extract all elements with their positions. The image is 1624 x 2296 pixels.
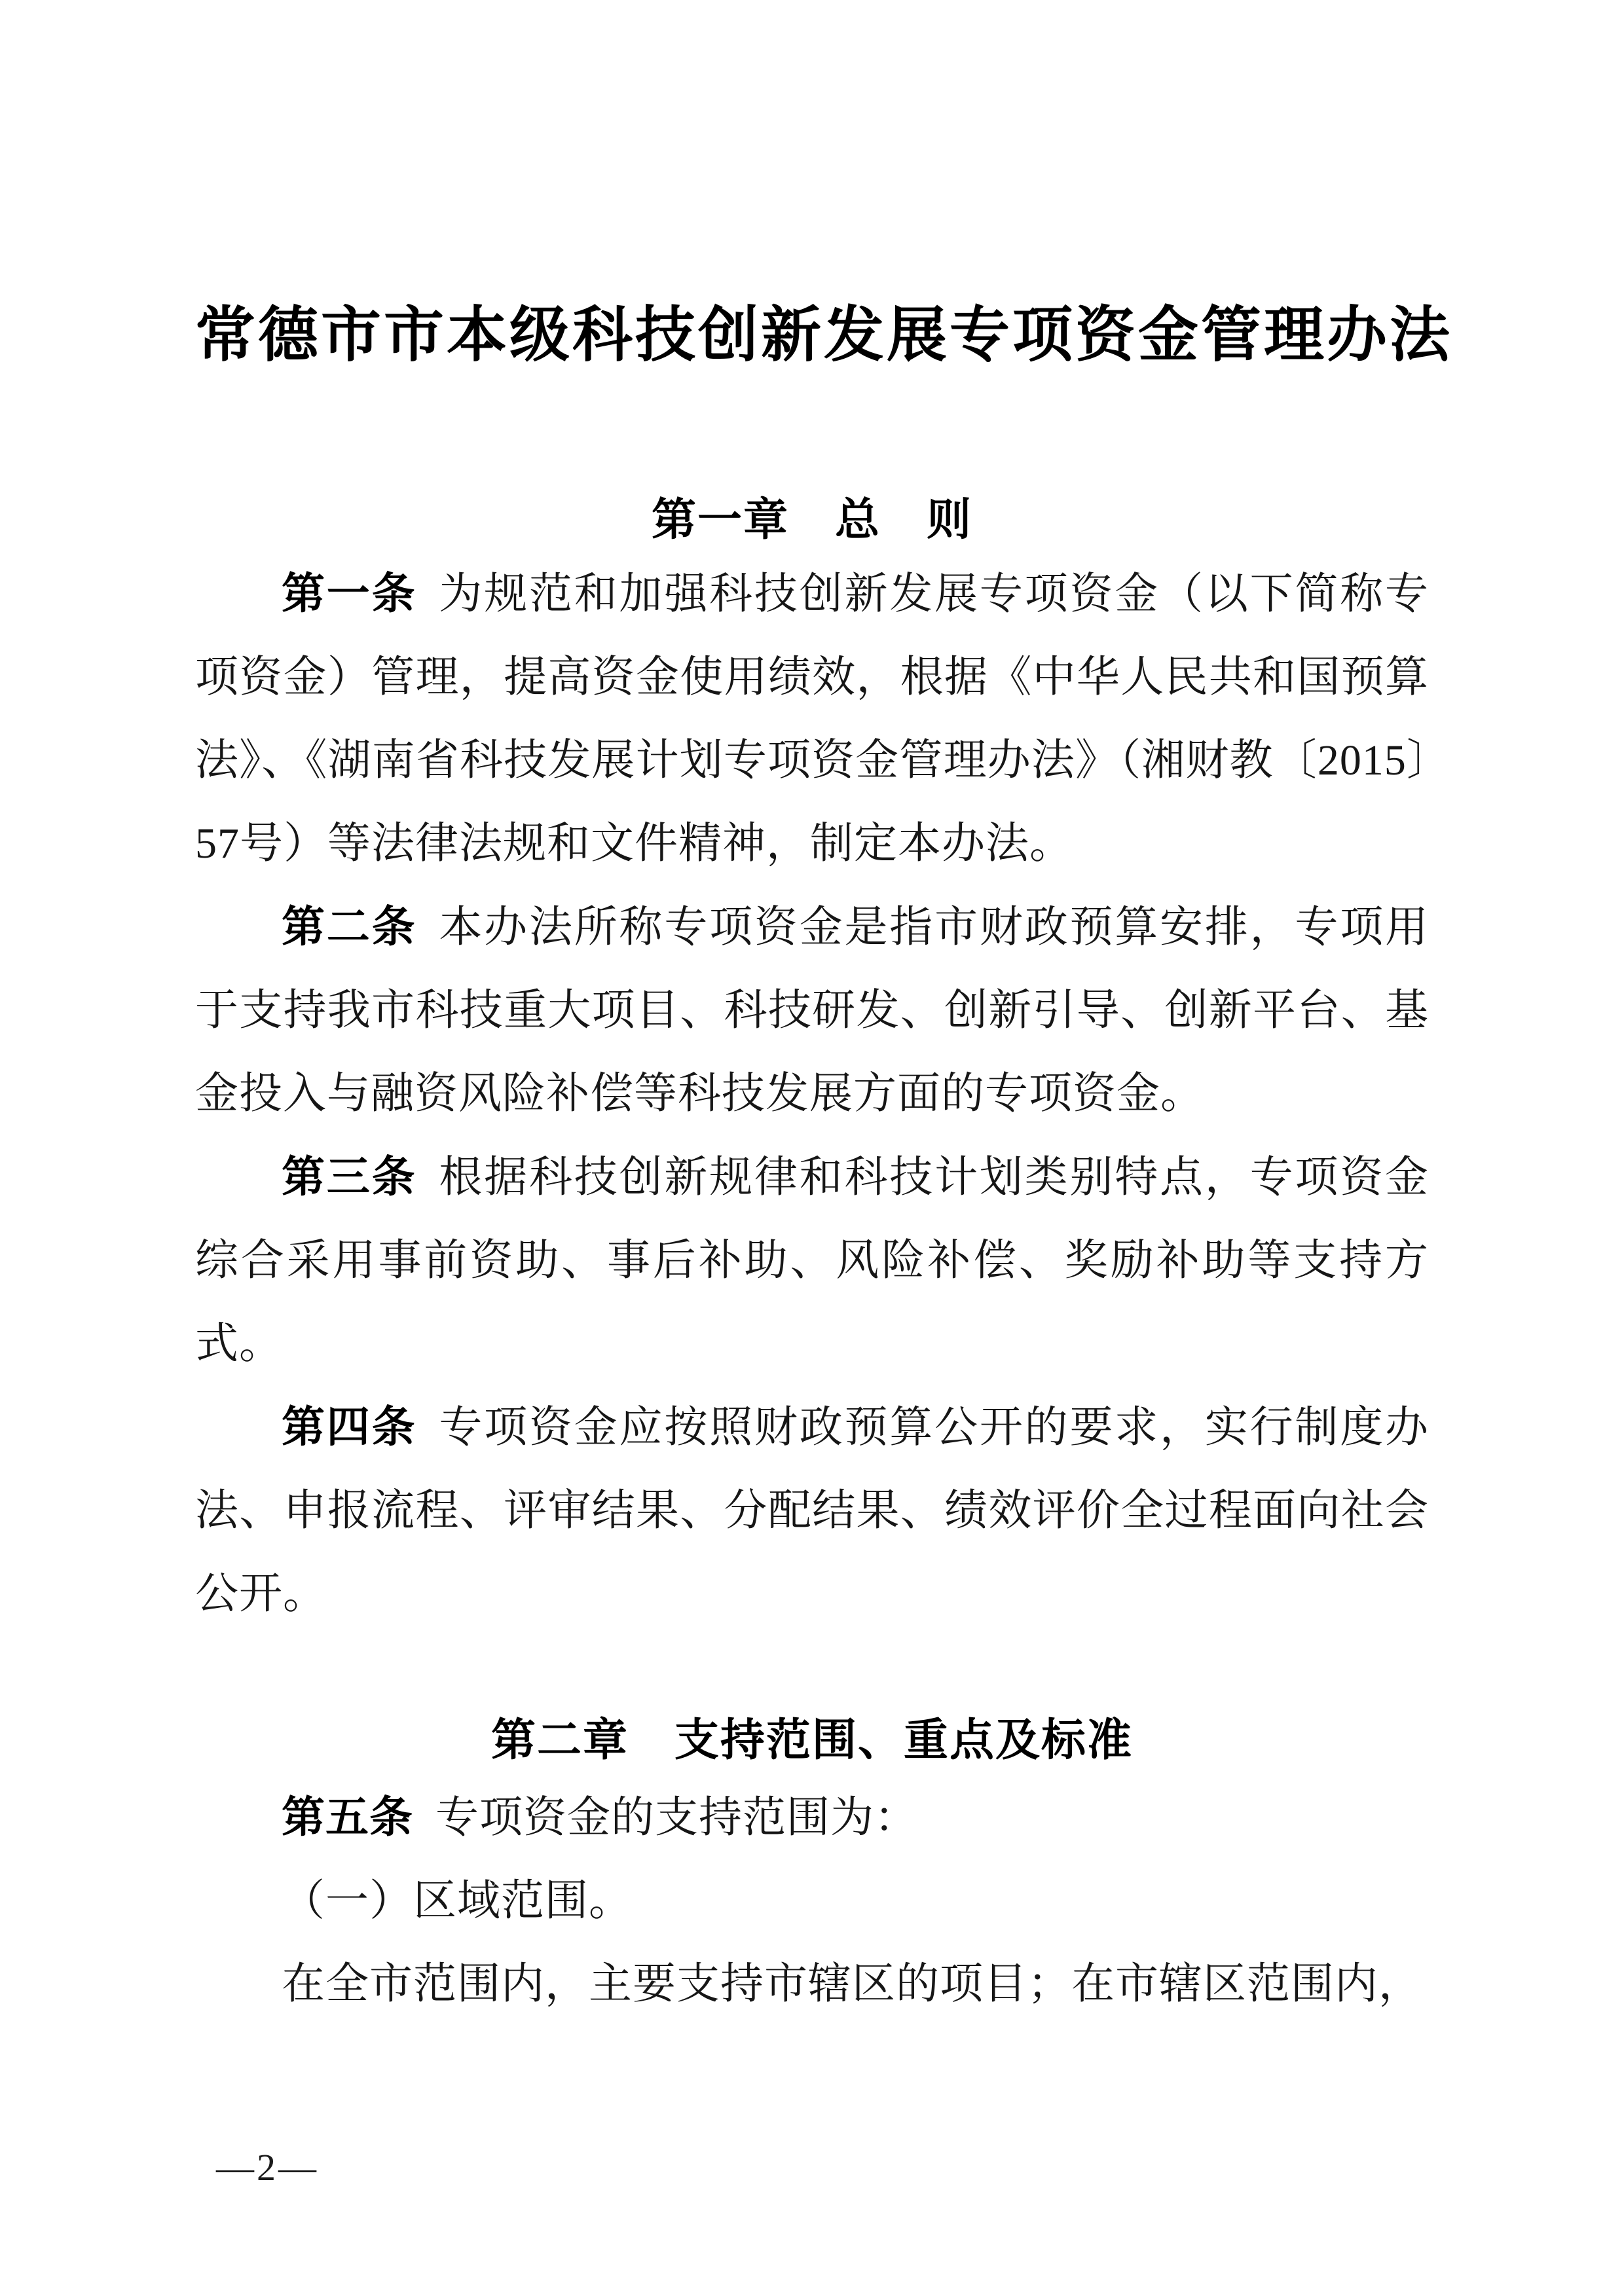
article-5 — [195, 1776, 1429, 1859]
page-number: —2— — [216, 2146, 319, 2189]
document-content — [195, 0, 1453, 2026]
article-4 — [195, 1385, 1429, 1635]
chapter-2-heading: 第二章 支持范围、重点及标准 — [490, 1715, 1133, 1766]
chapter-1-articles — [195, 552, 1429, 1635]
article-2-label: 第二条 — [282, 902, 417, 951]
article-5-label: 第五条 — [282, 1792, 413, 1841]
chapter-2-articles — [195, 1776, 1429, 2026]
article-5-text: 专项资金的支持范围为： — [435, 1793, 918, 1842]
article-5-item-1-body — [195, 1942, 1429, 2026]
document-title: 常德市市本级科技创新发展专项资金管理办法 — [195, 302, 1453, 369]
article-5-item-1 — [195, 1859, 1429, 1942]
article-5-item-1-text: （一）区域范围。 — [282, 1876, 633, 1925]
article-3 — [195, 1135, 1429, 1385]
article-3-text: 根据科技创新规律和科技计划类别特点，专项资金综合采用事前资助、事后补助、风险补偿、奖励补助等支持方式。 — [195, 1154, 1429, 1368]
article-1-label: 第一条 — [282, 569, 417, 618]
article-4-text: 专项资金应按照财政预算公开的要求，实行制度办法、申报流程、评审结果、分配结果、绩效评价全过程面向社会公开。 — [195, 1404, 1429, 1618]
article-4-label: 第四条 — [282, 1402, 417, 1451]
article-5-item-1-body-text: 在全市范围内，主要支持市辖区的项目；在市辖区范围内， — [282, 1959, 1422, 2008]
article-1 — [195, 552, 1429, 885]
article-3-label: 第三条 — [282, 1152, 417, 1201]
article-1-text: 为规范和加强科技创新发展专项资金（以下简称专项资金）管理，提高资金使用绩效，根据《中华人民共和国预算法》、《湖南省科技发展计划专项资金管理办法》（湘财教〔2015〕57号）等法律法规和文件精神，制定本办法。 — [195, 570, 1429, 868]
chapter-1-heading: 第一章 总 则 — [651, 494, 972, 545]
article-2 — [195, 885, 1429, 1135]
article-2-text: 本办法所称专项资金是指市财政预算安排，专项用于支持我市科技重大项目、科技研发、创新引导、创新平台、基金投入与融资风险补偿等科技发展方面的专项资金。 — [195, 903, 1429, 1118]
